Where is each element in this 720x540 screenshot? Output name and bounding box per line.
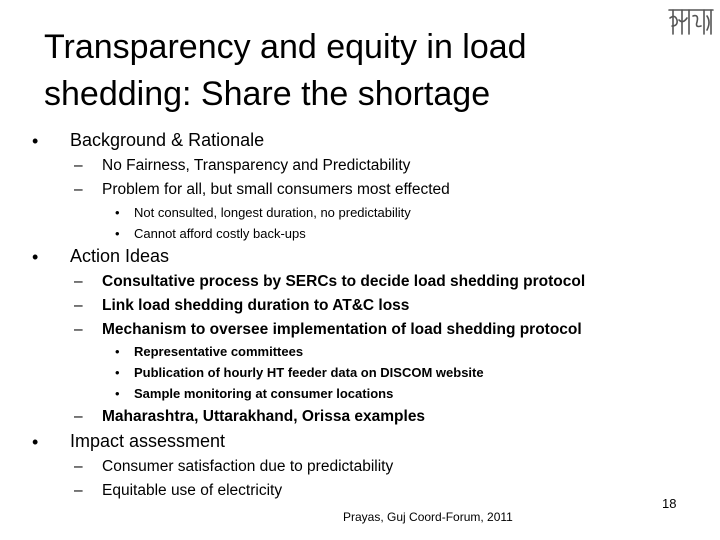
list-item: Maharashtra, Uttarakhand, Orissa examples	[102, 408, 426, 425]
list-item: Link load shedding duration to AT&C loss	[102, 297, 410, 314]
list-item: Sample monitoring at consumer locations	[134, 386, 394, 401]
bullet-marker: •	[32, 432, 39, 452]
list-item: Consultative process by SERCs to decide load shedding protocol	[102, 273, 586, 290]
list-item: Representative committees	[134, 344, 304, 359]
list-item: Not consulted, longest duration, no predictability	[134, 205, 411, 220]
sub-bullet-marker: •	[115, 386, 120, 401]
dash-marker: –	[74, 273, 83, 290]
list-item: Problem for all, but small consumers most effected	[102, 181, 450, 198]
title-line-1: Transparency and equity in load	[44, 28, 527, 66]
title-line-2: shedding: Share the shortage	[44, 75, 491, 113]
list-item: Equitable use of electricity	[102, 482, 283, 499]
dash-marker: –	[74, 408, 83, 425]
list-item: No Fairness, Transparency and Predictability	[102, 157, 411, 174]
dash-marker: –	[74, 458, 83, 475]
slide-footer: Prayas, Guj Coord-Forum, 2011	[343, 510, 513, 524]
sub-bullet-marker: •	[115, 365, 120, 380]
list-item: Consumer satisfaction due to predictability	[102, 458, 394, 475]
section-heading-background: Background & Rationale	[70, 130, 265, 150]
dash-marker: –	[74, 157, 83, 174]
dash-marker: –	[74, 297, 83, 314]
section-heading-impact: Impact assessment	[70, 431, 226, 451]
sub-bullet-marker: •	[115, 205, 120, 220]
list-item: Mechanism to oversee implementation of load shedding protocol	[102, 321, 582, 338]
dash-marker: –	[74, 321, 83, 338]
dash-marker: –	[74, 181, 83, 198]
sub-bullet-marker: •	[115, 344, 120, 359]
bullet-marker: •	[32, 247, 39, 267]
page-number: 18	[662, 496, 677, 511]
list-item: Publication of hourly HT feeder data on DISCOM website	[134, 365, 484, 380]
list-item: Cannot afford costly back-ups	[134, 226, 306, 241]
sub-bullet-marker: •	[115, 226, 120, 241]
dash-marker: –	[74, 482, 83, 499]
section-heading-action: Action Ideas	[70, 246, 170, 266]
bullet-marker: •	[32, 131, 39, 151]
